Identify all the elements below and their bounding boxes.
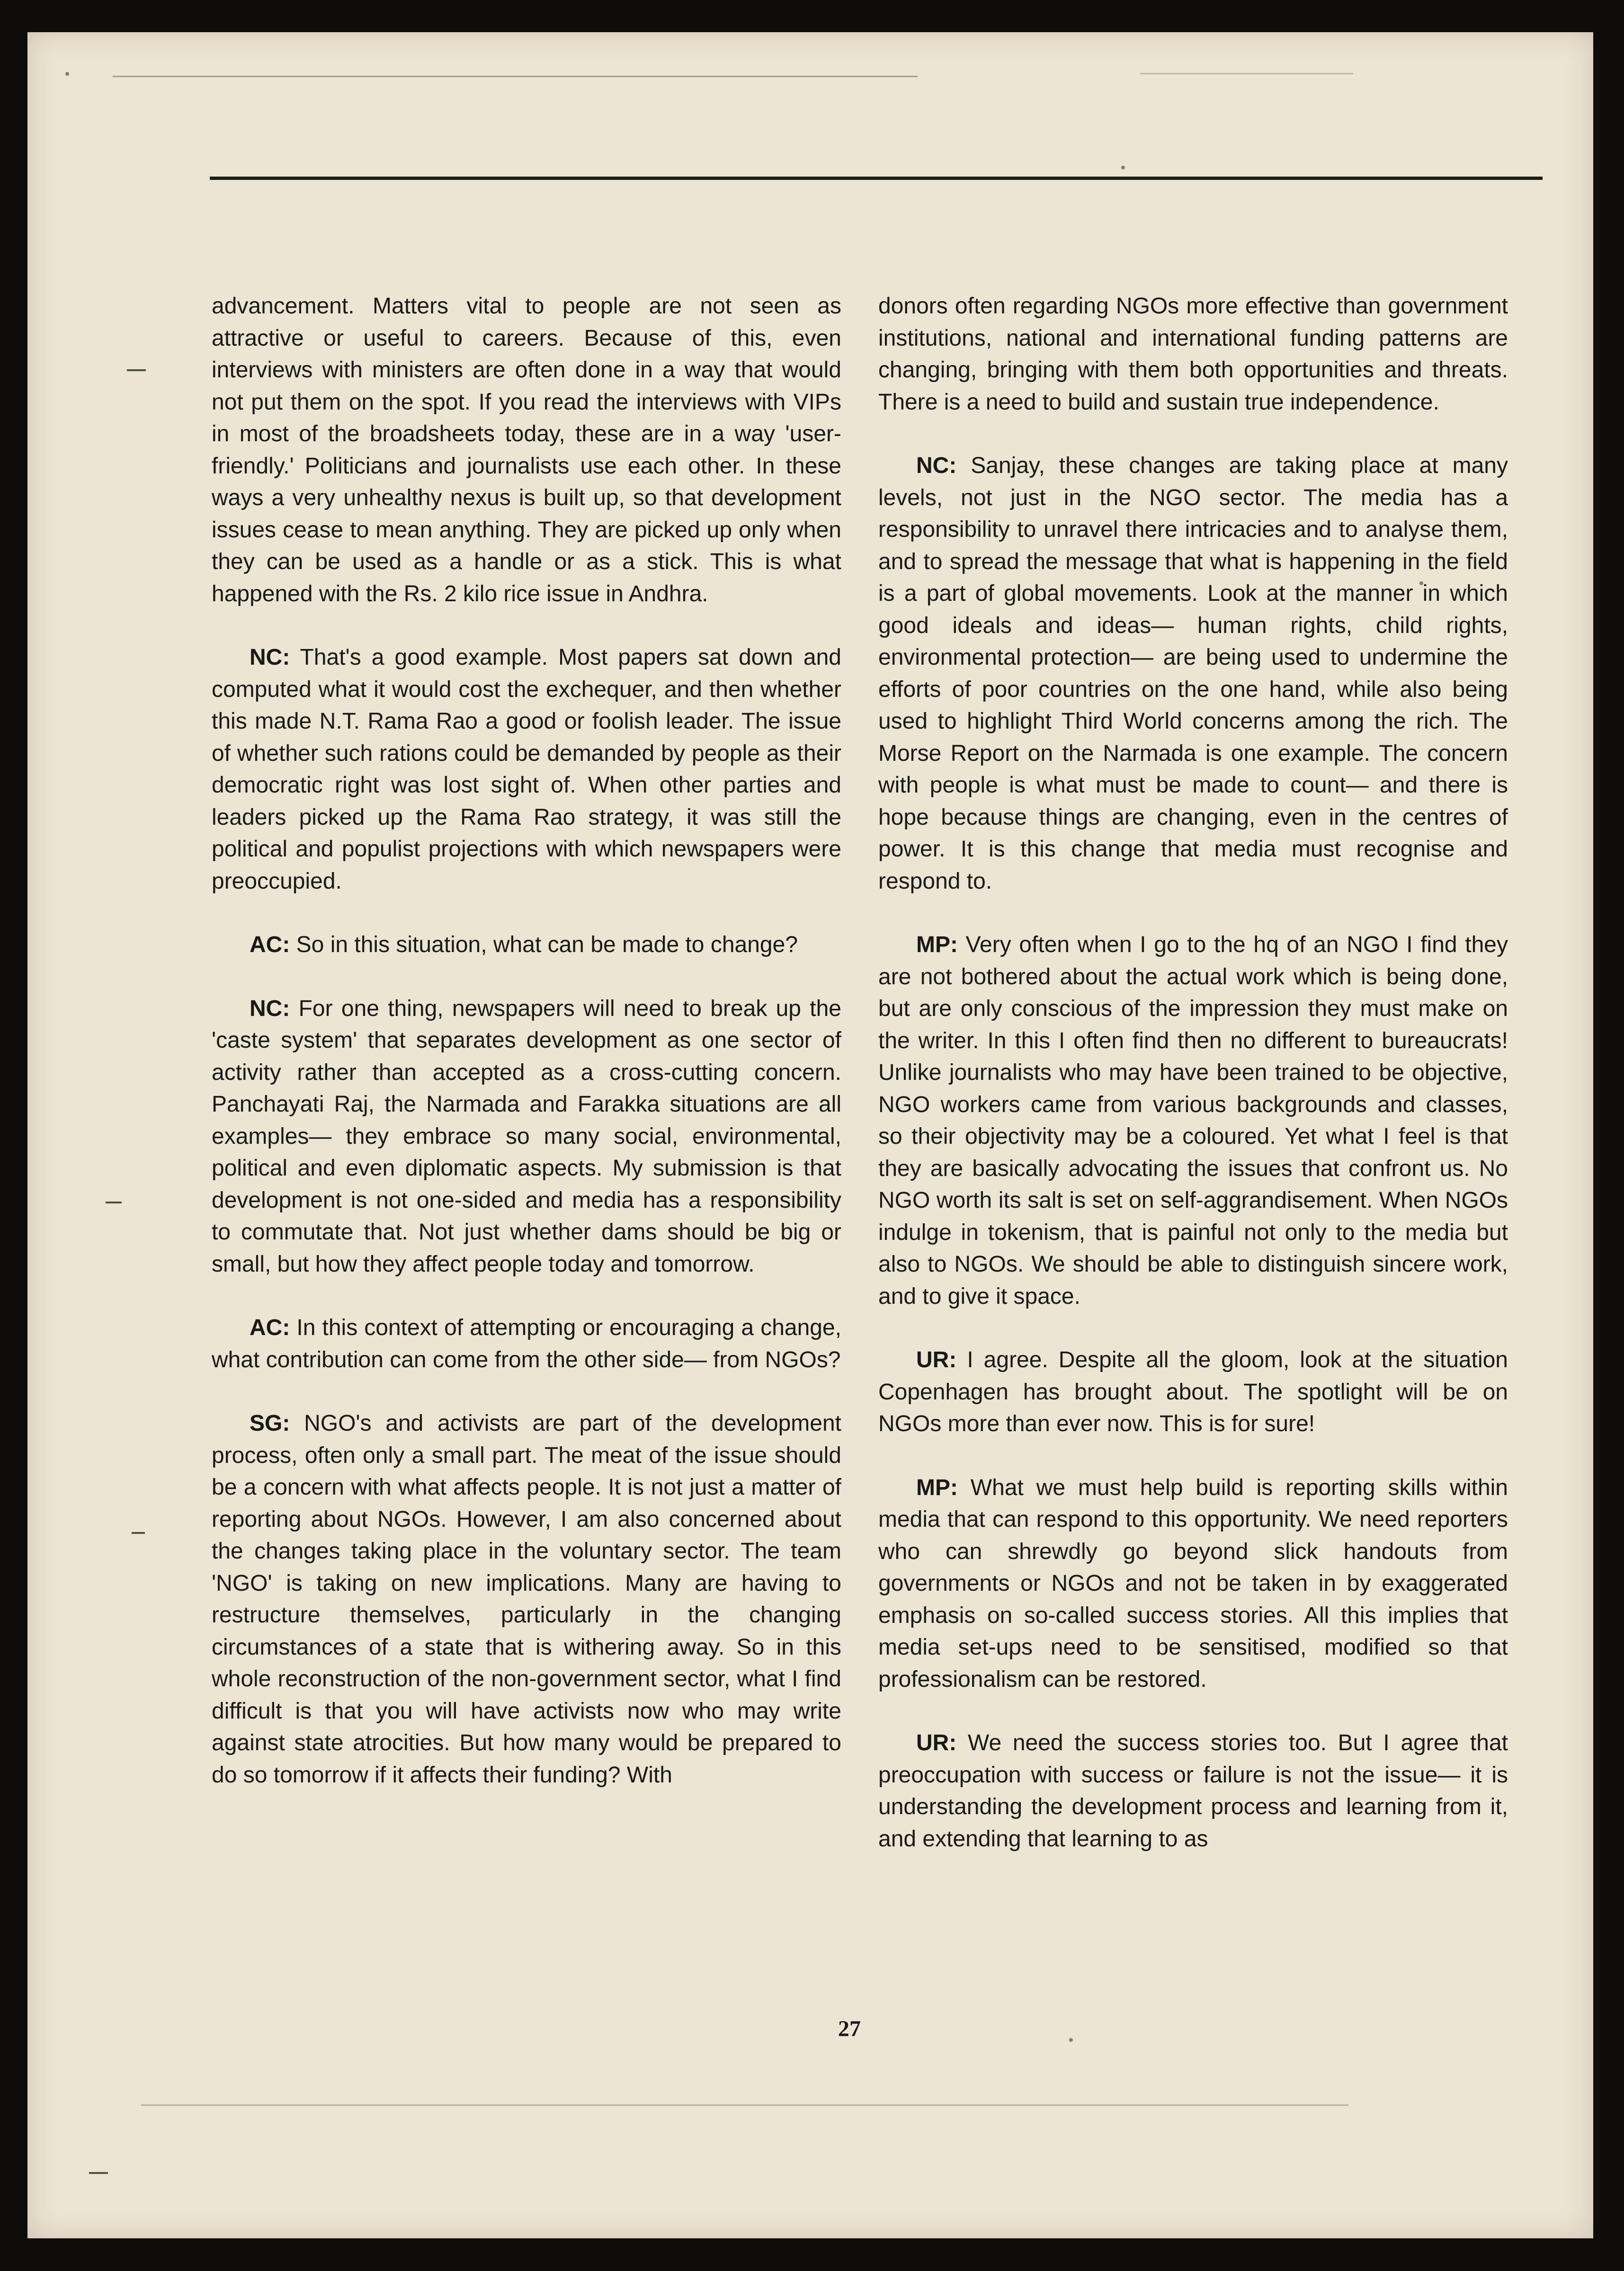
paragraph (212, 1407, 841, 1791)
header-rule (210, 177, 1543, 180)
paragraph-text: Sanjay, these changes are taking place at many levels, not just in the NGO sector. The media has a responsibility to unravel there intricacies and to analyse them, and to spread the message that what is happening in the field is a part of global movements. Look at the manner in which good ideals and ideas— human rights, child rights, environmental protection— are being used to undermine the efforts of poor countries on the one hand, while also being used to highlight Third World concerns among the rich. The Morse Report on the Narmada is one example. The concern with people is what must be made to count— and there is hope because things are changing, even in the centres of power. It is this change that media must recognise and respond to. (878, 453, 1508, 894)
left-column (212, 290, 841, 1823)
paragraph (878, 1727, 1508, 1855)
speaker-label: UR: (916, 1730, 957, 1755)
paragraph (212, 641, 841, 897)
speck (1069, 2038, 1073, 2042)
speaker-label: NC: (916, 453, 957, 478)
paragraph (878, 1472, 1508, 1696)
paragraph (878, 1344, 1508, 1440)
paragraph-text: That's a good example. Most papers sat down and computed what it would cost the exchequer, and then whether this made N.T. Rama Rao a good or foolish leader. The issue of whether such rations could be demanded by people as their democratic right was lost sight of. When other parties and leaders picked up the Rama Rao strategy, it was still the political and populist projections with which newspapers were preoccupied. (212, 645, 841, 894)
paragraph-text: NGO's and activists are part of the development process, often only a small part. The meat of the issue should be a concern with what affects people. It is not just a matter of reporting about NGOs. However, I am also concerned about the changes taking place in the voluntary sector. The team 'NGO' is taking on new implications. Many are having to restructure themselves, particularly in the changing circumstances of a state that is withering away. So in this whole reconstruction of the non-government sector, what I find difficult is that you will have activists now who may write against state atrocities. But how many would be prepared to do so tomorrow if it affects their funding? With (212, 1411, 842, 1788)
paragraph (878, 290, 1508, 418)
page-number: 27 (838, 2016, 861, 2041)
speck (1121, 166, 1125, 169)
speaker-label: SG: (250, 1411, 290, 1436)
speaker-label: UR: (916, 1347, 957, 1372)
paragraph-text: Very often when I go to the hq of an NGO I find they are not bothered about the actual work which is being done, but are only conscious of the impression they must make on the writer. In this I often find then no different to bureaucrats! Unlike journalists who may have been trained to be objective, NGO workers came from various backgrounds and classes, so their objectivity may be a coloured. Yet what I feel is that they are basically advocating the issues that confront us. No NGO worth its salt is set on self-aggrandisement. When NGOs indulge in tokenism, that is painful not only to the media but also to NGOs. We should be able to distinguish sincere work, and to give it space. (878, 932, 1508, 1309)
paragraph (212, 929, 841, 961)
paragraph (212, 290, 841, 610)
scan-artifact-top-2 (1140, 73, 1353, 74)
speaker-label: NC: (250, 996, 290, 1021)
paragraph-text: In this context of attempting or encouraging a change, what contribution can come from the other side— from NGOs? (212, 1315, 841, 1372)
document-page (27, 32, 1593, 2238)
paragraph-text: We need the success stories too. But I agree that preoccupation with success or failure is not the issue— it is understanding the development process and learning from it, and extending that learning to as (878, 1730, 1508, 1852)
paragraph-text: I agree. Despite all the gloom, look at the situation Copenhagen has brought about. The spotlight will be on NGOs more than ever now. This is for sure! (878, 1347, 1508, 1436)
speaker-label: NC: (250, 645, 290, 670)
speaker-label: MP: (916, 1475, 958, 1500)
margin-tick (127, 369, 146, 371)
paragraph-text: donors often regarding NGOs more effective than government institutions, national and international funding patterns are changing, bringing with them both opportunities and threats. There is a need to build and sustain true independence. (878, 294, 1508, 415)
margin-tick (132, 1532, 145, 1534)
paragraph (212, 993, 841, 1281)
paragraph (878, 450, 1508, 897)
speaker-label: AC: (250, 1315, 290, 1340)
scan-artifact-top (113, 76, 918, 77)
speaker-label: AC: (250, 932, 290, 957)
margin-tick (106, 1202, 122, 1203)
speck (65, 72, 69, 76)
paragraph-text: For one thing, newspapers will need to break up the 'caste system' that separates development as one sector of activity rather than accepted as a cross-cutting concern. Panchayati Raj, the Narmada and Farakka situations are all examples— they embrace so many social, environmental, political and even diplomatic aspects. My submission is that development is not one-sided and media has a responsibility to commutate that. Not just whether dams should be big or small, but how they affect people today and tomorrow. (212, 996, 841, 1277)
scan-artifact-bottom (141, 2104, 1348, 2106)
paragraph-text: What we must help build is reporting skills within media that can respond to this opportunity. We need reporters who can shrewdly go beyond slick handouts from governments or NGOs and not be taken in by exaggerated emphasis on so-called success stories. All this implies that media set-ups need to be sensitised, modified so that professionalism can be restored. (878, 1475, 1508, 1692)
speaker-label: MP: (916, 932, 958, 957)
right-column (878, 290, 1508, 1887)
paragraph (212, 1312, 841, 1376)
paragraph-text: So in this situation, what can be made to change? (296, 932, 798, 957)
margin-tick (89, 2172, 108, 2174)
paragraph-text: advancement. Matters vital to people are not seen as attractive or useful to careers. Because of this, even interviews with ministers are often done in a way that would not put them on the spot. If you read the interviews with VIPs in most of the broadsheets today, these are in a way 'user-friendly.' Politicians and journalists use each other. In these ways a very unhealthy nexus is built up, so that development issues cease to mean anything. They are picked up only when they can be used as a handle or as a stick. This is what happened with the Rs. 2 kilo rice issue in Andhra. (212, 294, 841, 606)
paragraph (878, 929, 1508, 1312)
